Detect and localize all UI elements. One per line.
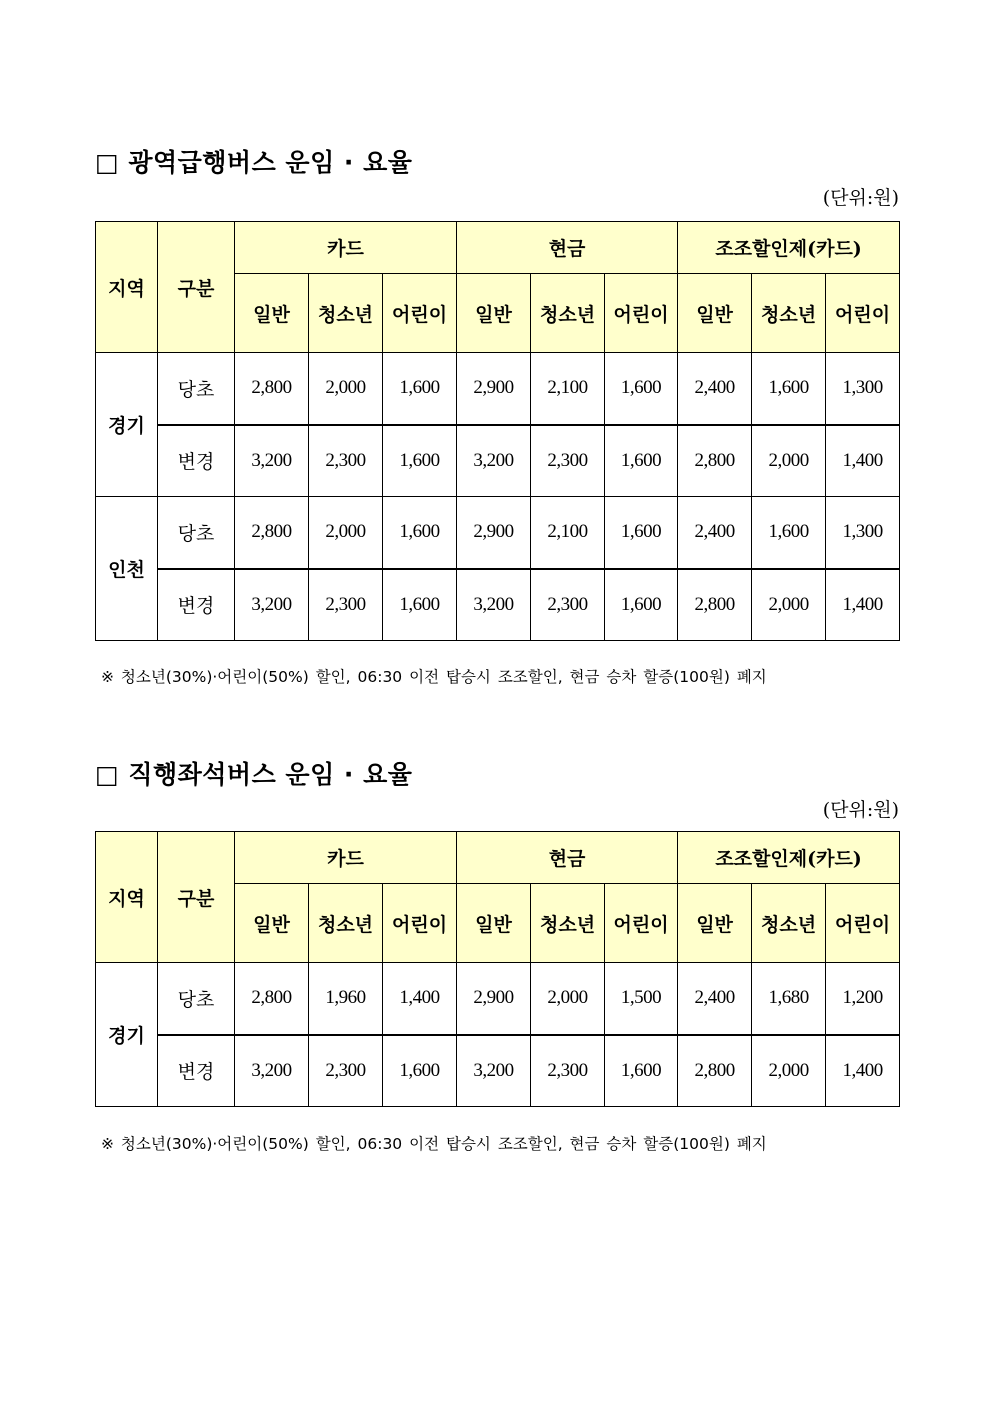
subgroup-header: 일반: [235, 884, 309, 963]
fare-cell: 1,300: [826, 353, 900, 425]
region-header: 지역: [96, 222, 158, 353]
row-label: 당초: [158, 353, 235, 425]
fare-cell: 1,500: [605, 963, 678, 1035]
group-header: 조조할인제(카드): [678, 832, 900, 884]
region-cell: 경기: [96, 963, 158, 1107]
fare-cell: 1,400: [826, 425, 900, 497]
fare-cell: 2,100: [531, 497, 605, 569]
fare-cell: 2,300: [531, 569, 605, 641]
fare-cell: 1,600: [752, 497, 826, 569]
fare-cell: 3,200: [235, 569, 309, 641]
fare-cell: 1,600: [383, 353, 457, 425]
fare-cell: 2,000: [309, 497, 383, 569]
fare-cell: 2,300: [531, 425, 605, 497]
direct-seat-bus-section: [95, 760, 899, 1180]
group-header: 카드: [235, 832, 457, 884]
row-label: 당초: [158, 497, 235, 569]
footnote: ※ 청소년(30%)·어린이(50%) 할인, 06:30 이전 탑승시 조조할인, 현금 승차 할증(100원) 폐지: [101, 668, 767, 686]
section-title: □ 광역급행버스 운임 · 요율: [95, 148, 413, 177]
subgroup-header: 어린이: [383, 274, 457, 353]
fare-cell: 1,600: [383, 1035, 457, 1107]
fare-cell: 1,600: [752, 353, 826, 425]
fare-cell: 1,400: [826, 1035, 900, 1107]
group-header: 조조할인제(카드): [678, 222, 900, 274]
express-bus-section: [95, 148, 899, 708]
fare-cell: 1,600: [605, 353, 678, 425]
subgroup-header: 일반: [678, 884, 752, 963]
header-row: [96, 222, 900, 274]
unit-label: (단위:원): [822, 187, 899, 209]
group-header: 현금: [457, 832, 678, 884]
fare-cell: 2,000: [752, 425, 826, 497]
fare-cell: 2,400: [678, 963, 752, 1035]
fare-cell: 1,600: [383, 569, 457, 641]
subgroup-header: 어린이: [826, 884, 900, 963]
fare-cell: 2,800: [678, 569, 752, 641]
fare-cell: 2,300: [309, 425, 383, 497]
fare-table: [95, 831, 900, 1107]
fare-cell: 3,200: [235, 425, 309, 497]
fare-cell: 2,300: [531, 1035, 605, 1107]
fare-cell: 2,000: [752, 569, 826, 641]
subgroup-header: 청소년: [531, 884, 605, 963]
fare-cell: 1,400: [383, 963, 457, 1035]
fare-cell: 2,100: [531, 353, 605, 425]
fare-cell: 2,800: [235, 353, 309, 425]
fare-cell: 2,300: [309, 569, 383, 641]
fare-cell: 1,960: [309, 963, 383, 1035]
subgroup-header: 어린이: [383, 884, 457, 963]
table-row: [96, 353, 900, 425]
category-header: 구분: [158, 832, 235, 963]
subgroup-header: 청소년: [752, 884, 826, 963]
subgroup-header: 일반: [235, 274, 309, 353]
table-row: [96, 569, 900, 641]
subgroup-header: 청소년: [309, 884, 383, 963]
fare-cell: 3,200: [457, 569, 531, 641]
row-label: 변경: [158, 1035, 235, 1107]
subgroup-header: 일반: [457, 884, 531, 963]
fare-cell: 1,680: [752, 963, 826, 1035]
table-row: [96, 963, 900, 1035]
fare-cell: 1,600: [605, 497, 678, 569]
fare-cell: 2,900: [457, 963, 531, 1035]
fare-cell: 2,900: [457, 497, 531, 569]
category-header: 구분: [158, 222, 235, 353]
fare-cell: 2,000: [309, 353, 383, 425]
subgroup-header: 어린이: [605, 274, 678, 353]
fare-cell: 3,200: [457, 425, 531, 497]
subgroup-header: 어린이: [826, 274, 900, 353]
table-row: [96, 497, 900, 569]
unit-label: (단위:원): [822, 799, 899, 821]
section-title: □ 직행좌석버스 운임 · 요율: [95, 760, 413, 789]
fare-cell: 2,800: [235, 963, 309, 1035]
region-cell: 인천: [96, 497, 158, 641]
fare-table: [95, 221, 900, 641]
subgroup-header: 청소년: [531, 274, 605, 353]
region-header: 지역: [96, 832, 158, 963]
fare-cell: 1,200: [826, 963, 900, 1035]
fare-cell: 2,800: [678, 1035, 752, 1107]
fare-cell: 1,600: [383, 497, 457, 569]
fare-cell: 2,000: [531, 963, 605, 1035]
group-header: 카드: [235, 222, 457, 274]
header-row: [96, 832, 900, 884]
subgroup-header: 일반: [457, 274, 531, 353]
fare-cell: 2,300: [309, 1035, 383, 1107]
row-label: 당초: [158, 963, 235, 1035]
subgroup-header: 청소년: [309, 274, 383, 353]
fare-cell: 2,400: [678, 353, 752, 425]
fare-cell: 2,400: [678, 497, 752, 569]
subgroup-header: 어린이: [605, 884, 678, 963]
group-header: 현금: [457, 222, 678, 274]
fare-cell: 1,600: [605, 1035, 678, 1107]
region-cell: 경기: [96, 353, 158, 497]
table-row: [96, 1035, 900, 1107]
fare-cell: 1,300: [826, 497, 900, 569]
fare-cell: 1,600: [605, 425, 678, 497]
fare-cell: 2,800: [235, 497, 309, 569]
row-label: 변경: [158, 569, 235, 641]
fare-cell: 2,800: [678, 425, 752, 497]
fare-cell: 1,600: [605, 569, 678, 641]
fare-cell: 1,600: [383, 425, 457, 497]
row-label: 변경: [158, 425, 235, 497]
fare-cell: 2,000: [752, 1035, 826, 1107]
table-row: [96, 425, 900, 497]
fare-cell: 2,900: [457, 353, 531, 425]
fare-cell: 1,400: [826, 569, 900, 641]
fare-cell: 3,200: [457, 1035, 531, 1107]
fare-cell: 3,200: [235, 1035, 309, 1107]
subgroup-header: 청소년: [752, 274, 826, 353]
subgroup-header: 일반: [678, 274, 752, 353]
footnote: ※ 청소년(30%)·어린이(50%) 할인, 06:30 이전 탑승시 조조할인, 현금 승차 할증(100원) 폐지: [101, 1135, 767, 1153]
